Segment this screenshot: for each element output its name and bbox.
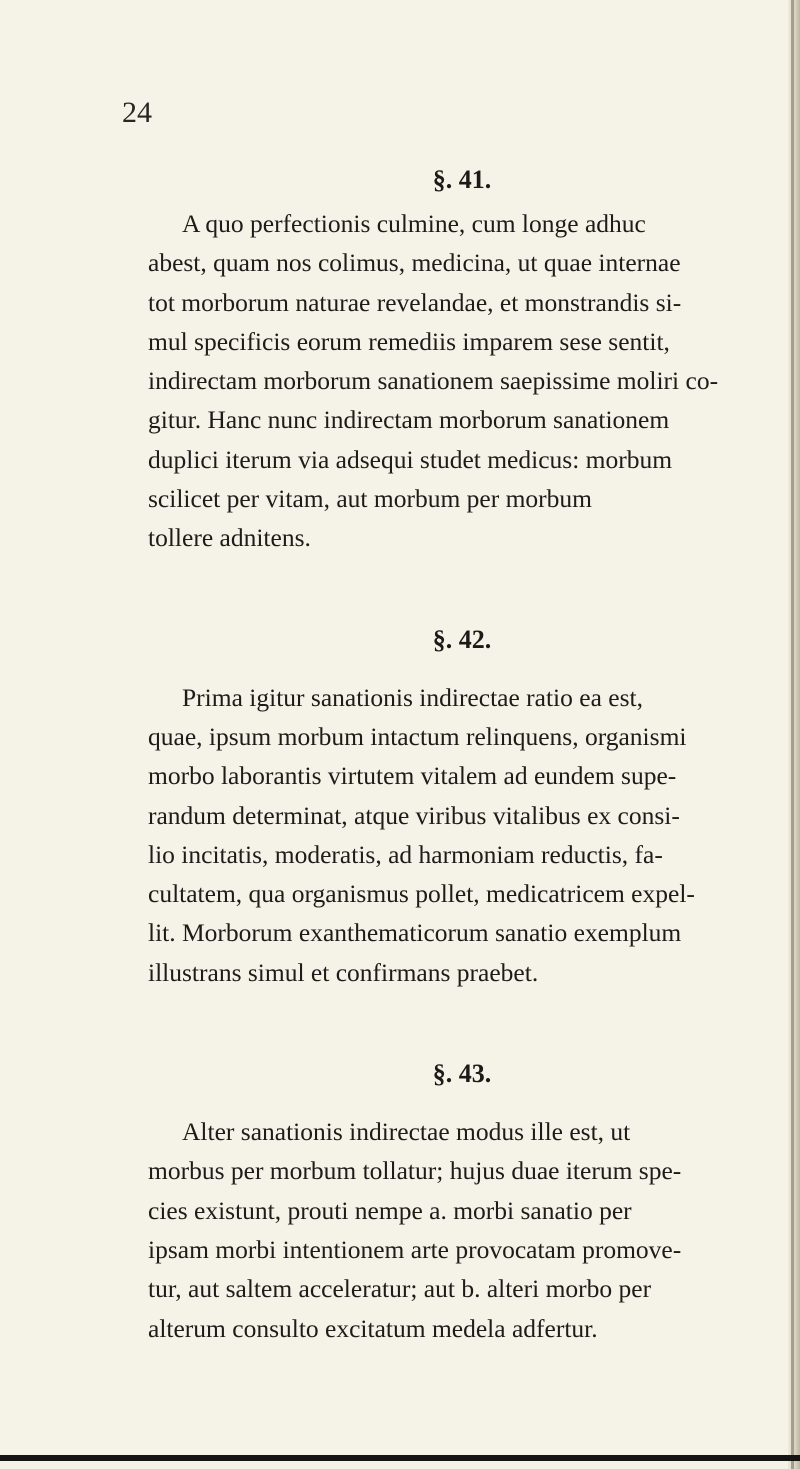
- section-42: [148, 620, 766, 992]
- text-line: scilicet per vitam, aut morbum per morbum: [148, 484, 593, 514]
- section-41: [148, 160, 766, 558]
- text-line: Alter sanationis indirectae modus ille est, ut: [182, 1117, 631, 1147]
- text-line: tollere adnitens.: [148, 523, 311, 553]
- text-line: quae, ipsum morbum intactum relinquens, organismi: [148, 721, 687, 751]
- page-body: [148, 160, 766, 1348]
- text-line: tot morborum naturae revelandae, et monstrandis si-: [148, 287, 682, 317]
- text-line: ipsam morbi intentionem arte provocatam promove-: [148, 1234, 682, 1264]
- text-line: duplici iterum via adsequi studet medicus: morbum: [148, 444, 673, 474]
- section-heading: §. 41.: [432, 165, 492, 194]
- section-43: [148, 1054, 766, 1348]
- text-line: gitur. Hanc nunc indirectam morborum sanationem: [148, 405, 670, 435]
- section-heading: §. 42.: [432, 624, 492, 654]
- text-line: Prima igitur sanationis indirectae ratio ea est,: [182, 682, 643, 712]
- text-line: mul specificis eorum remediis imparem sese sentit,: [148, 326, 670, 356]
- bottom-rule: [0, 1455, 800, 1461]
- text-line: randum determinat, atque viribus vitalibus ex consi-: [148, 800, 680, 830]
- page-number: 24: [122, 96, 152, 129]
- text-line: lit. Morborum exanthematicorum sanatio exemplum: [148, 918, 682, 948]
- text-line: cultatem, qua organismus pollet, medicatricem expel-: [148, 879, 695, 909]
- text-line: cies existunt, prouti nempe a. morbi sanatio per: [148, 1195, 632, 1225]
- text-line: morbo laborantis virtutem vitalem ad eundem supe-: [148, 761, 677, 791]
- page-edge-shadow: [791, 0, 794, 1469]
- page-edge: [788, 0, 800, 1469]
- section-paragraph: [148, 204, 766, 558]
- text-line: A quo perfectionis culmine, cum longe adhuc: [182, 209, 646, 238]
- text-line: alterum consulto excitatum medela adfertur.: [148, 1313, 598, 1343]
- section-heading: §. 43.: [432, 1059, 492, 1089]
- text-line: indirectam morborum sanationem saepissime moliri co-: [148, 366, 719, 396]
- text-line: illustrans simul et confirmans praebet.: [148, 957, 539, 987]
- text-line: tur, aut saltem acceleratur; aut b. alteri morbo per: [148, 1274, 652, 1304]
- text-line: abest, quam nos colimus, medicina, ut quae internae: [148, 248, 681, 278]
- text-line: lio incitatis, moderatis, ad harmoniam reductis, fa-: [148, 839, 663, 869]
- section-paragraph: [148, 678, 766, 992]
- section-paragraph: [148, 1112, 766, 1348]
- text-line: morbus per morbum tollatur; hujus duae iterum spe-: [148, 1156, 682, 1186]
